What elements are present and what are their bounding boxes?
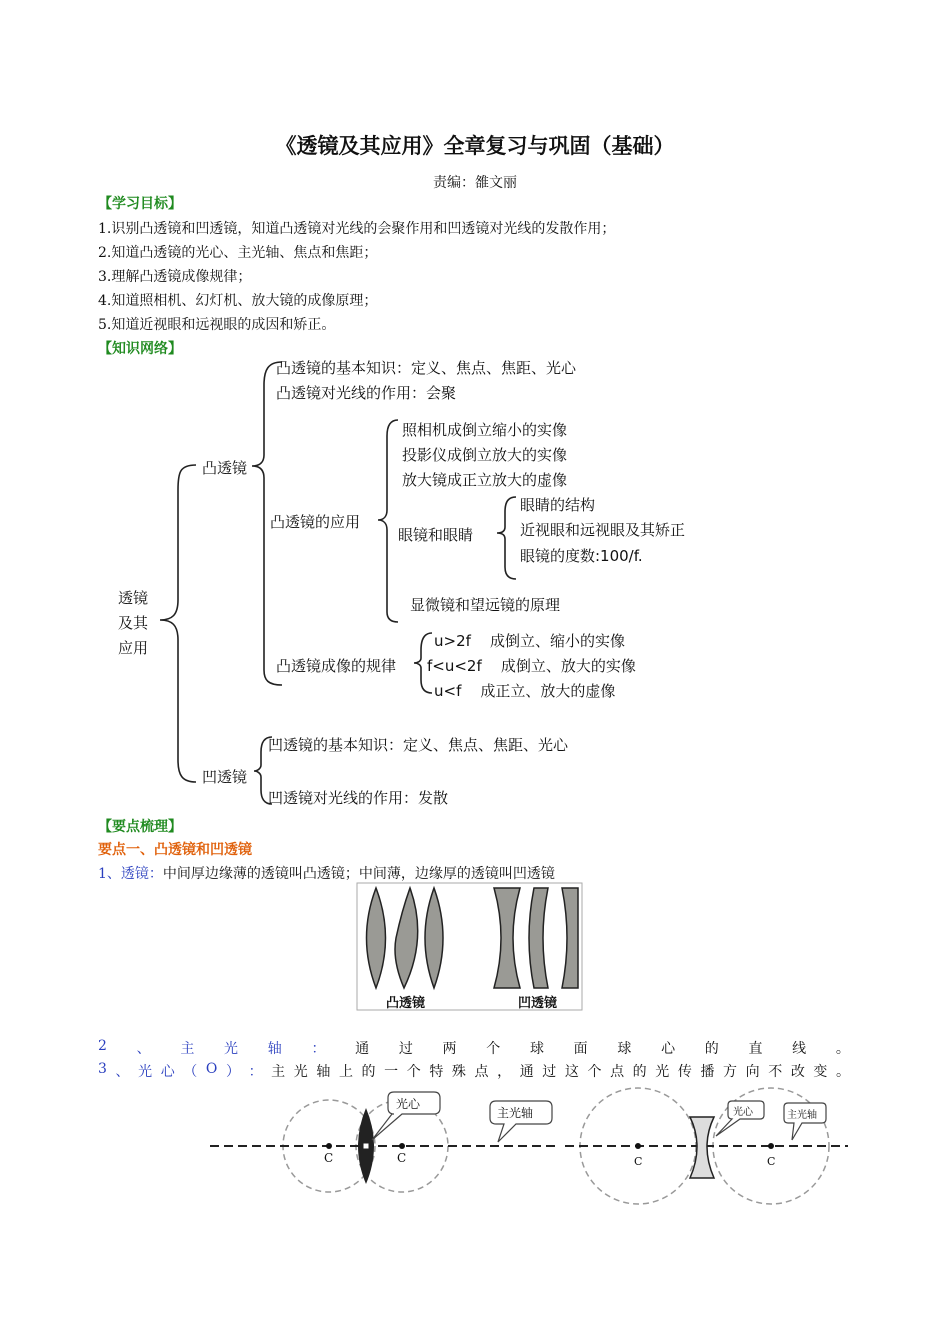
mindmap-root-3: 应用	[118, 639, 149, 657]
item1-text: 中间厚边缘薄的透镜叫凸透镜；中间薄，边缘厚的透镜叫凹透镜	[162, 866, 555, 882]
mindmap-root-1: 透镜	[118, 589, 149, 607]
item3-char: 向	[745, 1064, 760, 1080]
mindmap-imaging-rule: 凸透镜成像的规律	[276, 657, 397, 675]
mindmap-concave-basic: 凹透镜的基本知识：定义、焦点、焦距、光心	[268, 736, 569, 754]
lens-fig-concave-label: 凹透镜	[518, 996, 558, 1011]
mindmap-rule-2: f<u<2f 成倒立、放大的实像	[427, 657, 636, 675]
item3-char: 主	[271, 1064, 286, 1080]
item3-char: （	[183, 1064, 198, 1080]
mindmap-eye-degree: 眼镜的度数:100/f.	[520, 547, 643, 565]
item3-char: 个	[406, 1064, 421, 1080]
item3-char: 殊	[451, 1064, 466, 1080]
item3-char: 一	[384, 1064, 399, 1080]
item3-char: 上	[338, 1064, 353, 1080]
center-label: C	[324, 1151, 334, 1165]
item2-char: 心	[661, 1041, 676, 1057]
item2-char: 主	[180, 1041, 195, 1057]
callout-main-axis-2: 主光轴	[787, 1110, 817, 1121]
item2-char: 线	[792, 1041, 807, 1057]
item3-char: O	[205, 1061, 218, 1077]
item3-char: ）	[225, 1064, 240, 1080]
mindmap-app-camera: 照相机成倒立缩小的实像	[402, 421, 568, 439]
item3-char: 改	[790, 1064, 805, 1080]
item2-char: 光	[224, 1041, 239, 1057]
item1-label: 1、透镜：	[98, 866, 163, 882]
item2-char: 通	[355, 1041, 370, 1057]
item3-char: 的	[632, 1064, 647, 1080]
page-title: 《透镜及其应用》全章复习与巩固（基础）	[275, 134, 675, 158]
goal-item: 1.识别凸透镜和凹透镜，知道凸透镜对光线的会聚作用和凹透镜对光线的发散作用；	[98, 221, 616, 237]
mindmap-eye-structure: 眼睛的结构	[520, 496, 596, 514]
mindmap-concave: 凹透镜	[202, 768, 248, 786]
item2-char: ：	[311, 1041, 326, 1057]
item2-char: 球	[617, 1041, 632, 1057]
knowledge-network-header: 【知识网络】	[98, 341, 182, 357]
item3-char: 通	[519, 1064, 534, 1080]
item2-char: 轴	[267, 1041, 282, 1057]
item2-char: 过	[398, 1041, 413, 1057]
mindmap-rule-1: u>2f 成倒立、缩小的实像	[434, 632, 625, 650]
item2-char: 的	[704, 1041, 719, 1057]
mindmap-convex-app: 凸透镜的应用	[270, 513, 361, 531]
item3-char: 播	[700, 1064, 715, 1080]
item3-char: 光	[138, 1064, 153, 1080]
item3-char: 变	[813, 1064, 828, 1080]
item3-char: 的	[361, 1064, 376, 1080]
item3-char: ：	[248, 1064, 263, 1080]
center-label: C	[767, 1155, 776, 1168]
item3-char: 轴	[316, 1064, 331, 1080]
editor-line: 责编：雒文丽	[433, 175, 517, 191]
goal-item: 2.知道凸透镜的光心、主光轴、焦点和焦距；	[98, 245, 378, 261]
goal-item: 4.知道照相机、幻灯机、放大镜的成像原理；	[98, 293, 378, 309]
lens-fig-convex-label: 凸透镜	[386, 996, 426, 1011]
item3-char: 、	[115, 1064, 130, 1080]
item3-char: 这	[564, 1064, 579, 1080]
item3-char: 3	[98, 1061, 107, 1077]
callout-main-axis-1: 主光轴	[497, 1106, 534, 1120]
mindmap-app-projector: 投影仪成倒立放大的实像	[402, 446, 568, 464]
item2-char: 。	[835, 1041, 850, 1057]
item3-char: 传	[677, 1064, 692, 1080]
item3-char: 光	[655, 1064, 670, 1080]
item2-char: 个	[486, 1041, 501, 1057]
item3-char: 光	[293, 1064, 308, 1080]
item3-char: 点	[610, 1064, 625, 1080]
key-points-header: 【要点梳理】	[98, 819, 182, 835]
mindmap-app-magnifier: 放大镜成正立放大的虚像	[402, 471, 568, 489]
mindmap-convex-basic: 凸透镜的基本知识：定义、焦点、焦距、光心	[276, 359, 577, 377]
mindmap-rule-3: u<f 成正立、放大的虚像	[434, 682, 616, 700]
learning-goals-header: 【学习目标】	[98, 196, 182, 212]
callout-optical-center-1: 光心	[396, 1097, 421, 1111]
center-label: C	[397, 1151, 407, 1165]
item3-char: 点	[474, 1064, 489, 1080]
point1-title: 要点一、凸透镜和凹透镜	[98, 842, 252, 858]
item3-char: 。	[836, 1064, 850, 1080]
item3-char: 特	[429, 1064, 444, 1080]
mindmap-eye-correction: 近视眼和远视眼及其矫正	[520, 521, 686, 539]
mindmap-root-2: 及其	[118, 614, 149, 632]
goal-item: 5.知道近视眼和远视眼的成因和矫正。	[98, 317, 336, 333]
mindmap-convex: 凸透镜	[202, 459, 248, 477]
mindmap-convex-effect: 凸透镜对光线的作用：会聚	[276, 384, 457, 402]
callout-optical-center-2: 光心	[733, 1107, 753, 1118]
item3-char: 个	[587, 1064, 602, 1080]
center-label: C	[634, 1155, 643, 1168]
item3-char: 心	[160, 1064, 175, 1080]
item2-char: 球	[529, 1041, 544, 1057]
mindmap-concave-effect: 凹透镜对光线的作用：发散	[268, 789, 449, 807]
item2-char: 面	[573, 1041, 588, 1057]
item2-char: 两	[442, 1041, 457, 1057]
mindmap-glasses: 眼镜和眼睛	[398, 526, 474, 544]
item2-char: 、	[136, 1041, 151, 1057]
item3-char: 方	[723, 1064, 738, 1080]
item3-char: ，	[497, 1064, 512, 1080]
mindmap-microscope: 显微镜和望远镜的原理	[410, 596, 561, 614]
item3-char: 不	[768, 1064, 783, 1080]
goal-item: 3.理解凸透镜成像规律；	[98, 269, 252, 285]
item2-char: 2	[98, 1038, 107, 1054]
item3-char: 过	[542, 1064, 557, 1080]
item2-char: 直	[748, 1041, 763, 1057]
